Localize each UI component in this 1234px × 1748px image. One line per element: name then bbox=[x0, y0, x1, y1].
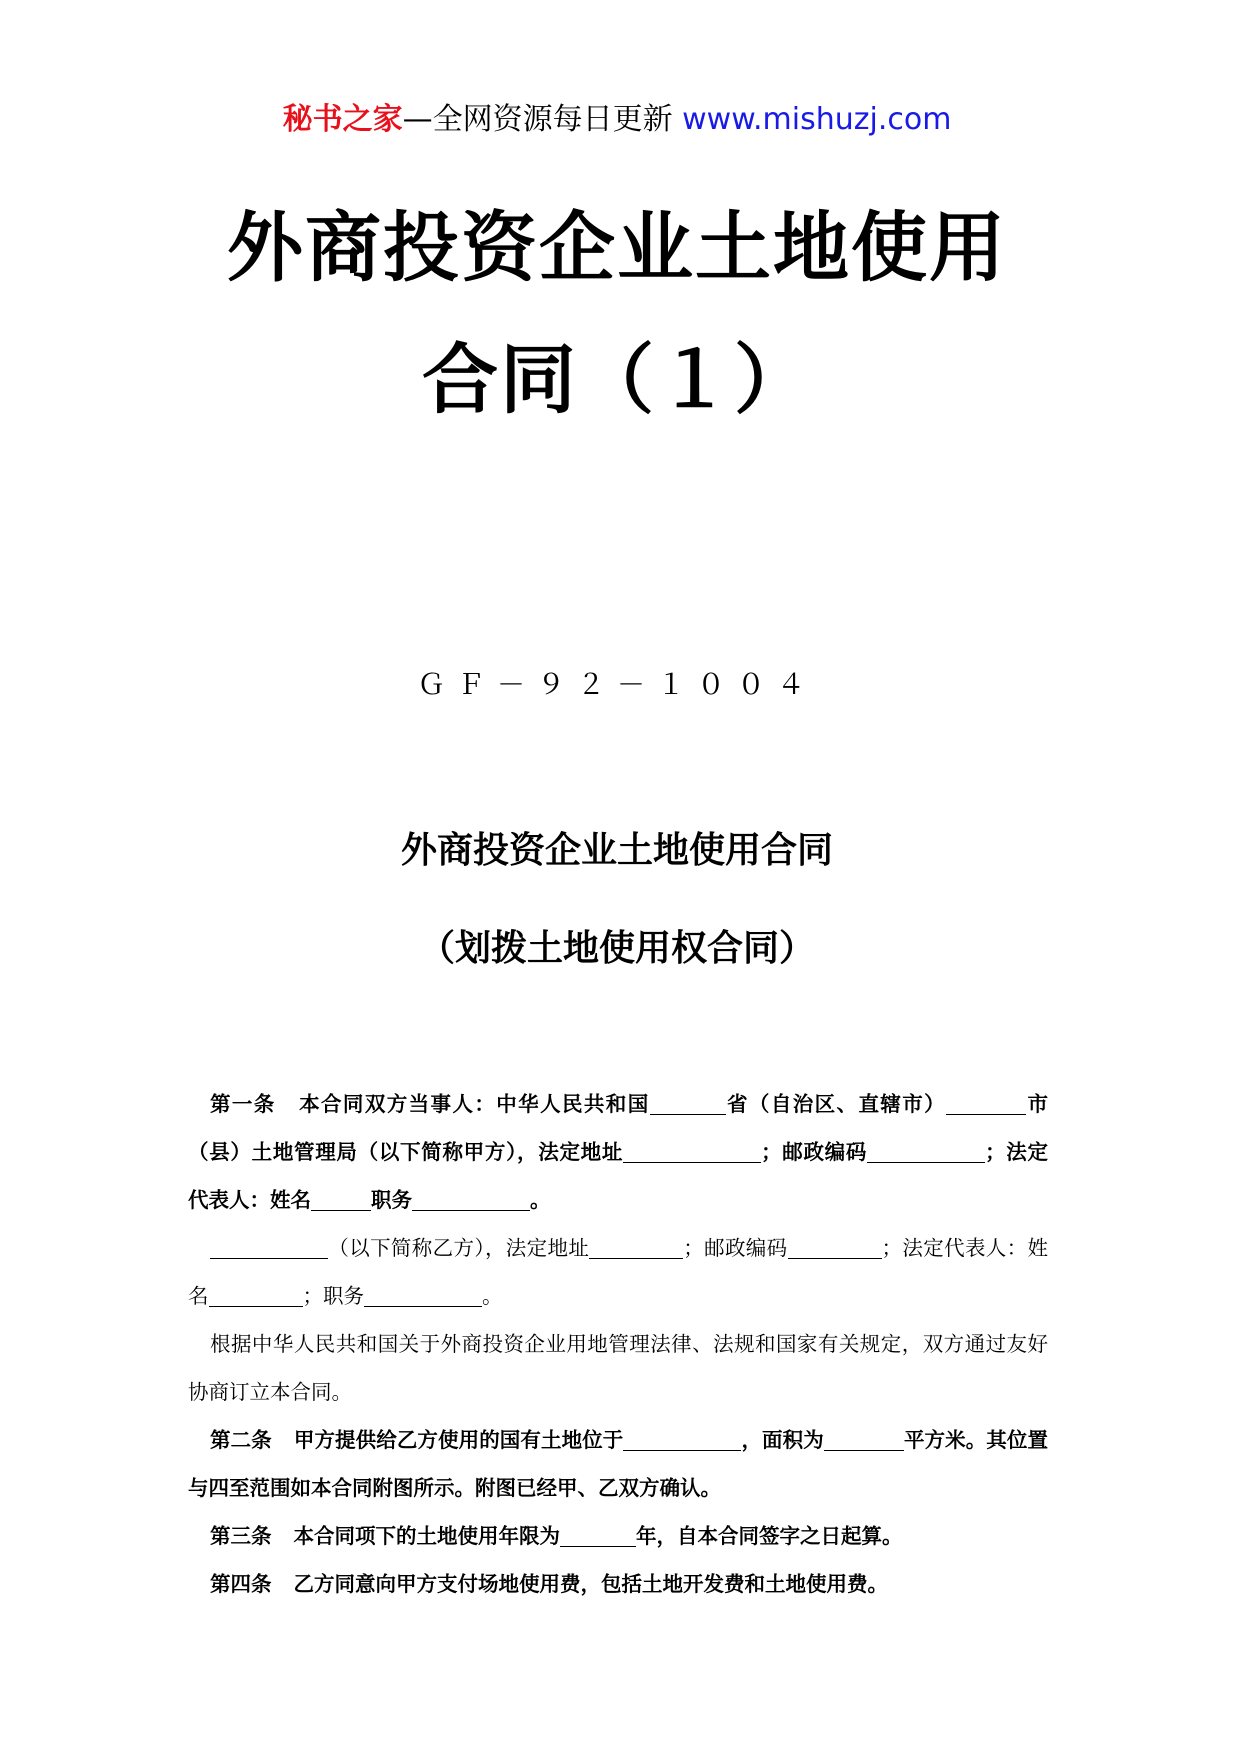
article-3-text: 年，自本合同签字之日起算。 bbox=[636, 1524, 903, 1548]
article-4-text: 乙方同意向甲方支付场地使用费，包括土地开发费和土地使用费。 bbox=[293, 1572, 888, 1596]
rep-title-blank bbox=[412, 1188, 530, 1211]
site-url-link[interactable]: www.mishuzj.com bbox=[682, 102, 952, 137]
party-b-rep-title-blank bbox=[364, 1284, 482, 1307]
party-b-postcode-blank bbox=[788, 1236, 882, 1259]
party-b-text: 。 bbox=[482, 1284, 503, 1308]
land-location-blank bbox=[623, 1428, 741, 1451]
article-1-text: 职务 bbox=[371, 1188, 412, 1212]
article-1-text: ；邮政编码 bbox=[761, 1140, 868, 1164]
article-1-text: 市（县）土地管理局（以下简称甲方），法定地址 bbox=[188, 1092, 1048, 1164]
article-2 bbox=[188, 1416, 1048, 1512]
article-1-label: 第一条 bbox=[210, 1092, 276, 1116]
rep-name-blank bbox=[311, 1188, 371, 1211]
party-b-paragraph bbox=[188, 1224, 1048, 1320]
years-blank bbox=[560, 1524, 636, 1547]
article-2-text: 平方米。其位置与四至范围如本合同附图所示。附图已经甲、乙双方确认。 bbox=[188, 1428, 1048, 1500]
postcode-blank-cont bbox=[969, 1140, 985, 1163]
land-area-blank bbox=[824, 1428, 904, 1451]
article-1-text: 。 bbox=[530, 1188, 551, 1212]
contract-code: ＧＦ－９２－１００４ bbox=[416, 668, 817, 701]
article-4-label: 第四条 bbox=[210, 1572, 272, 1596]
article-1-text: 省（自治区、直辖市） bbox=[725, 1092, 947, 1116]
site-header bbox=[0, 100, 1234, 140]
contract-subtitle: （划拨土地使用权合同） bbox=[418, 928, 815, 969]
province-blank bbox=[650, 1092, 726, 1115]
party-b-rep-name-blank bbox=[209, 1284, 303, 1307]
article-2-text: ，面积为 bbox=[741, 1428, 824, 1452]
article-3-label: 第三条 bbox=[210, 1524, 272, 1548]
party-b-text: （以下简称乙方），法定地址 bbox=[328, 1236, 590, 1260]
basis-paragraph: 根据中华人民共和国关于外商投资企业用地管理法律、法规和国家有关规定，双方通过友好协商订立本合同。 bbox=[188, 1332, 1048, 1404]
address-blank bbox=[623, 1140, 761, 1163]
party-b-text: ；邮政编码 bbox=[683, 1236, 788, 1260]
article-2-text: 甲方提供给乙方使用的国有土地位于 bbox=[293, 1428, 624, 1452]
party-b-name-blank bbox=[210, 1236, 328, 1259]
postcode-blank bbox=[867, 1140, 969, 1163]
header-slogan: —全网资源每日更新 bbox=[402, 102, 673, 137]
document-title-line-1: 外商投资企业土地使用 bbox=[227, 203, 1007, 292]
article-1 bbox=[188, 1080, 1048, 1224]
article-2-label: 第二条 bbox=[210, 1428, 272, 1452]
article-4 bbox=[188, 1560, 1048, 1608]
party-b-text: ；法定代表人：姓名 bbox=[188, 1236, 1049, 1308]
article-1-text: ；法定代表人：姓名 bbox=[188, 1140, 1049, 1212]
document-title-line-2: 合同（１） bbox=[422, 335, 812, 424]
brand-name: 秘书之家 bbox=[282, 102, 403, 137]
city-blank bbox=[946, 1092, 1026, 1115]
article-1-text: 本合同双方当事人：中华人民共和国 bbox=[297, 1092, 650, 1116]
party-b-address-blank bbox=[589, 1236, 683, 1259]
article-3-text: 本合同项下的土地使用年限为 bbox=[293, 1524, 560, 1548]
contract-body bbox=[188, 1080, 1048, 1608]
article-3 bbox=[188, 1512, 1048, 1560]
party-b-text: ；职务 bbox=[302, 1284, 364, 1308]
contract-title: 外商投资企业土地使用合同 bbox=[400, 830, 833, 871]
